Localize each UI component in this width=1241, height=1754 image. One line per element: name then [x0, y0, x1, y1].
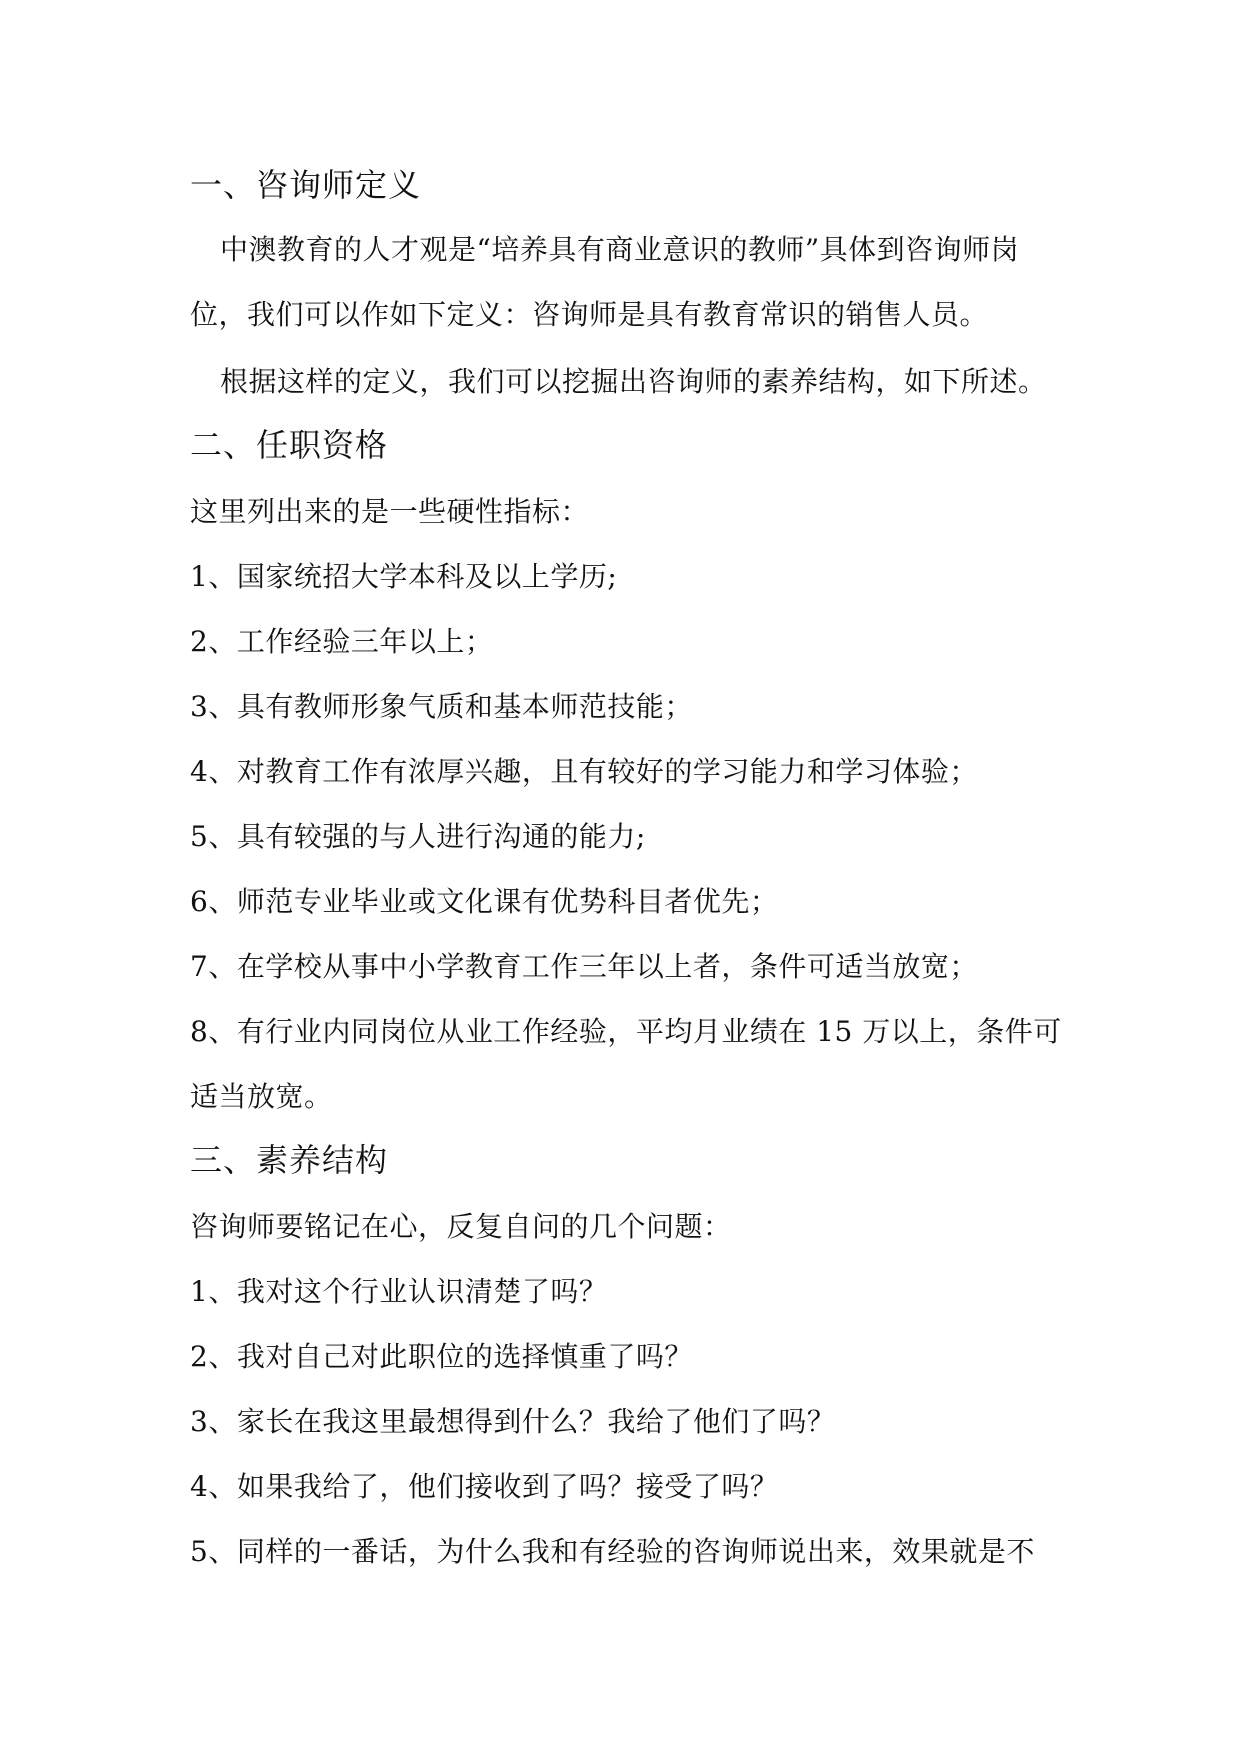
section-intro: 咨询师要铭记在心，反复自问的几个问题：: [190, 1210, 732, 1243]
paragraph-line: 中澳教育的人才观是“培养具有商业意识的教师”具体到咨询师岗: [220, 233, 1020, 266]
list-item: 1、我对这个行业认识清楚了吗？: [190, 1275, 608, 1308]
list-item: 1、国家统招大学本科及以上学历;: [190, 560, 618, 593]
paragraph-line: 根据这样的定义，我们可以挖掘出咨询师的素养结构，如下所述。: [220, 365, 1047, 398]
list-item: 4、对教育工作有浓厚兴趣，且有较好的学习能力和学习体验；: [190, 755, 978, 788]
section-intro: 这里列出来的是一些硬性指标：: [190, 495, 590, 528]
list-item-continuation: 适当放宽。: [190, 1080, 333, 1113]
section-heading-qualifications: 二、任职资格: [190, 426, 389, 464]
section-heading-definition: 一、咨询师定义: [190, 166, 422, 204]
list-item: 2、工作经验三年以上；: [190, 625, 494, 658]
list-item: 8、有行业内同岗位从业工作经验，平均月业绩在 15 万以上，条件可: [190, 1015, 1062, 1048]
list-item: 3、具有教师形象气质和基本师范技能；: [190, 690, 693, 723]
list-item: 7、在学校从事中小学教育工作三年以上者，条件可适当放宽；: [190, 950, 978, 983]
paragraph-line: 位，我们可以作如下定义：咨询师是具有教育常识的销售人员。: [190, 298, 989, 331]
list-item: 2、我对自己对此职位的选择慎重了吗？: [190, 1340, 693, 1373]
section-heading-competency: 三、素养结构: [190, 1141, 389, 1179]
list-item: 6、师范专业毕业或文化课有优势科目者优先；: [190, 885, 779, 918]
list-item: 5、同样的一番话，为什么我和有经验的咨询师说出来，效果就是不: [190, 1535, 1035, 1568]
list-item: 4、如果我给了，他们接收到了吗？接受了吗？: [190, 1470, 779, 1503]
list-item: 5、具有较强的与人进行沟通的能力;: [190, 820, 646, 853]
list-item: 3、家长在我这里最想得到什么？我给了他们了吗？: [190, 1405, 836, 1438]
